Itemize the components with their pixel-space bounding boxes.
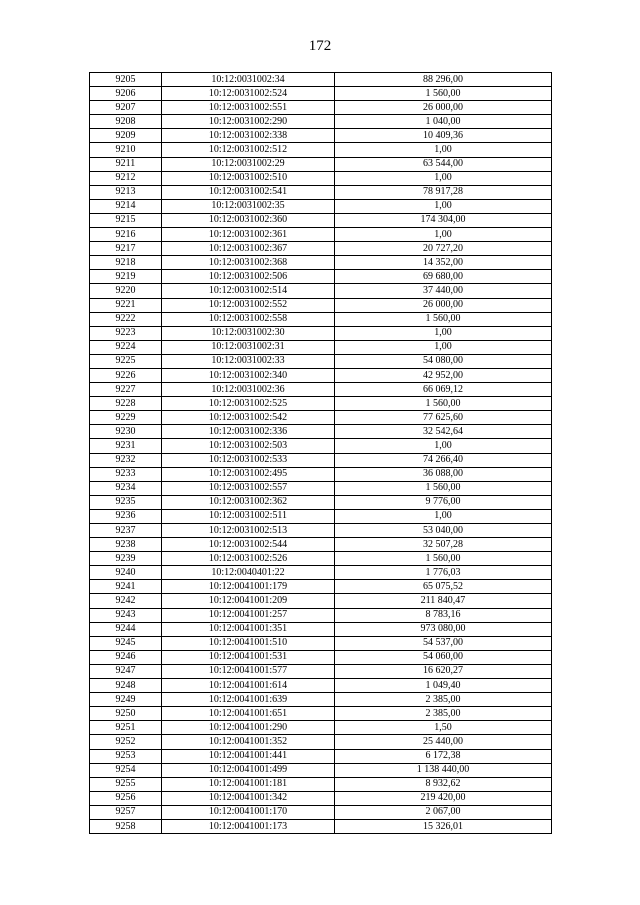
value-cell: 1,00 <box>335 228 552 242</box>
row-number-cell: 9223 <box>90 326 162 340</box>
row-number-cell: 9206 <box>90 87 162 101</box>
cadastral-number-cell: 10:12:0041001:499 <box>162 763 335 777</box>
value-cell: 1,00 <box>335 143 552 157</box>
cadastral-number-cell: 10:12:0031002:503 <box>162 439 335 453</box>
value-cell: 16 620,27 <box>335 664 552 678</box>
cadastral-number-cell: 10:12:0031002:367 <box>162 242 335 256</box>
table-row <box>90 580 552 594</box>
row-number-cell: 9232 <box>90 453 162 467</box>
row-number-cell: 9242 <box>90 594 162 608</box>
table-row <box>90 763 552 777</box>
value-cell: 54 060,00 <box>335 650 552 664</box>
row-number-cell: 9248 <box>90 679 162 693</box>
value-cell: 2 385,00 <box>335 693 552 707</box>
cadastral-number-cell: 10:12:0031002:368 <box>162 256 335 270</box>
row-number-cell: 9235 <box>90 495 162 509</box>
table-row <box>90 284 552 298</box>
table-row <box>90 538 552 552</box>
value-cell: 66 069,12 <box>335 383 552 397</box>
value-cell: 1 049,40 <box>335 679 552 693</box>
row-number-cell: 9209 <box>90 129 162 143</box>
table-row <box>90 721 552 735</box>
value-cell: 6 172,38 <box>335 749 552 763</box>
value-cell: 211 840,47 <box>335 594 552 608</box>
row-number-cell: 9236 <box>90 509 162 523</box>
value-cell: 219 420,00 <box>335 791 552 805</box>
table-row <box>90 735 552 749</box>
value-cell: 37 440,00 <box>335 284 552 298</box>
row-number-cell: 9256 <box>90 791 162 805</box>
table-row <box>90 213 552 227</box>
table-row <box>90 749 552 763</box>
cadastral-number-cell: 10:12:0031002:541 <box>162 185 335 199</box>
row-number-cell: 9255 <box>90 777 162 791</box>
value-cell: 1,00 <box>335 340 552 354</box>
cadastral-number-cell: 10:12:0031002:514 <box>162 284 335 298</box>
table-row <box>90 636 552 650</box>
cadastral-number-cell: 10:12:0031002:513 <box>162 524 335 538</box>
cadastral-number-cell: 10:12:0031002:526 <box>162 552 335 566</box>
cadastral-number-cell: 10:12:0031002:506 <box>162 270 335 284</box>
cadastral-number-cell: 10:12:0041001:510 <box>162 636 335 650</box>
row-number-cell: 9233 <box>90 467 162 481</box>
row-number-cell: 9239 <box>90 552 162 566</box>
cadastral-number-cell: 10:12:0041001:181 <box>162 777 335 791</box>
table-row <box>90 552 552 566</box>
cadastral-number-cell: 10:12:0031002:34 <box>162 73 335 87</box>
value-cell: 14 352,00 <box>335 256 552 270</box>
row-number-cell: 9213 <box>90 185 162 199</box>
value-cell: 1,00 <box>335 326 552 340</box>
value-cell: 54 537,00 <box>335 636 552 650</box>
row-number-cell: 9254 <box>90 763 162 777</box>
row-number-cell: 9238 <box>90 538 162 552</box>
cadastral-number-cell: 10:12:0041001:441 <box>162 749 335 763</box>
row-number-cell: 9252 <box>90 735 162 749</box>
value-cell: 78 917,28 <box>335 185 552 199</box>
table-row <box>90 383 552 397</box>
row-number-cell: 9211 <box>90 157 162 171</box>
value-cell: 1 560,00 <box>335 397 552 411</box>
table-row <box>90 270 552 284</box>
table-row <box>90 679 552 693</box>
row-number-cell: 9214 <box>90 199 162 213</box>
cadastral-number-cell: 10:12:0031002:31 <box>162 340 335 354</box>
row-number-cell: 9205 <box>90 73 162 87</box>
value-cell: 1 560,00 <box>335 87 552 101</box>
table-row <box>90 411 552 425</box>
value-cell: 36 088,00 <box>335 467 552 481</box>
table-row <box>90 664 552 678</box>
cadastral-number-cell: 10:12:0041001:170 <box>162 805 335 819</box>
value-cell: 65 075,52 <box>335 580 552 594</box>
table-row <box>90 171 552 185</box>
row-number-cell: 9246 <box>90 650 162 664</box>
cadastral-number-cell: 10:12:0041001:531 <box>162 650 335 664</box>
row-number-cell: 9229 <box>90 411 162 425</box>
table-row <box>90 509 552 523</box>
cadastral-number-cell: 10:12:0041001:342 <box>162 791 335 805</box>
table-row <box>90 608 552 622</box>
row-number-cell: 9253 <box>90 749 162 763</box>
value-cell: 77 625,60 <box>335 411 552 425</box>
table-row <box>90 439 552 453</box>
cadastral-number-cell: 10:12:0041001:209 <box>162 594 335 608</box>
row-number-cell: 9244 <box>90 622 162 636</box>
value-cell: 20 727,20 <box>335 242 552 256</box>
row-number-cell: 9208 <box>90 115 162 129</box>
cadastral-number-cell: 10:12:0041001:352 <box>162 735 335 749</box>
value-cell: 15 326,01 <box>335 819 552 833</box>
value-cell: 1 138 440,00 <box>335 763 552 777</box>
cadastral-number-cell: 10:12:0031002:551 <box>162 101 335 115</box>
value-cell: 10 409,36 <box>335 129 552 143</box>
value-cell: 1,00 <box>335 509 552 523</box>
cadastral-number-cell: 10:12:0031002:495 <box>162 467 335 481</box>
table-row <box>90 467 552 481</box>
cadastral-number-cell: 10:12:0031002:511 <box>162 509 335 523</box>
table-row <box>90 115 552 129</box>
table-row <box>90 524 552 538</box>
value-cell: 1,50 <box>335 721 552 735</box>
cadastral-number-cell: 10:12:0031002:361 <box>162 228 335 242</box>
cadastral-number-cell: 10:12:0031002:512 <box>162 143 335 157</box>
table-row <box>90 129 552 143</box>
cadastral-number-cell: 10:12:0041001:614 <box>162 679 335 693</box>
cadastral-number-cell: 10:12:0041001:179 <box>162 580 335 594</box>
row-number-cell: 9216 <box>90 228 162 242</box>
value-cell: 69 680,00 <box>335 270 552 284</box>
value-cell: 42 952,00 <box>335 368 552 382</box>
row-number-cell: 9221 <box>90 298 162 312</box>
table-row <box>90 199 552 213</box>
cadastral-number-cell: 10:12:0031002:36 <box>162 383 335 397</box>
table-row <box>90 228 552 242</box>
row-number-cell: 9227 <box>90 383 162 397</box>
value-cell: 1 560,00 <box>335 552 552 566</box>
cadastral-number-cell: 10:12:0031002:362 <box>162 495 335 509</box>
table-row <box>90 368 552 382</box>
cadastral-number-cell: 10:12:0031002:544 <box>162 538 335 552</box>
value-cell: 1,00 <box>335 199 552 213</box>
table-row <box>90 298 552 312</box>
table-row <box>90 693 552 707</box>
table-row <box>90 425 552 439</box>
table-row <box>90 397 552 411</box>
row-number-cell: 9207 <box>90 101 162 115</box>
table-row <box>90 566 552 580</box>
value-cell: 1,00 <box>335 171 552 185</box>
table-row <box>90 340 552 354</box>
table-row <box>90 805 552 819</box>
cadastral-number-cell: 10:12:0031002:524 <box>162 87 335 101</box>
table-row <box>90 594 552 608</box>
table-row <box>90 481 552 495</box>
cadastral-number-cell: 10:12:0031002:542 <box>162 411 335 425</box>
row-number-cell: 9212 <box>90 171 162 185</box>
table-row <box>90 157 552 171</box>
cadastral-number-cell: 10:12:0031002:340 <box>162 368 335 382</box>
value-cell: 74 266,40 <box>335 453 552 467</box>
row-number-cell: 9250 <box>90 707 162 721</box>
cadastral-value-table <box>89 72 552 834</box>
table-row <box>90 707 552 721</box>
table-row <box>90 242 552 256</box>
cadastral-number-cell: 10:12:0041001:577 <box>162 664 335 678</box>
row-number-cell: 9228 <box>90 397 162 411</box>
row-number-cell: 9257 <box>90 805 162 819</box>
cadastral-number-cell: 10:12:0031002:336 <box>162 425 335 439</box>
value-cell: 53 040,00 <box>335 524 552 538</box>
table-row <box>90 256 552 270</box>
cadastral-number-cell: 10:12:0031002:510 <box>162 171 335 185</box>
value-cell: 973 080,00 <box>335 622 552 636</box>
row-number-cell: 9234 <box>90 481 162 495</box>
row-number-cell: 9225 <box>90 354 162 368</box>
value-cell: 174 304,00 <box>335 213 552 227</box>
cadastral-number-cell: 10:12:0031002:557 <box>162 481 335 495</box>
row-number-cell: 9251 <box>90 721 162 735</box>
row-number-cell: 9243 <box>90 608 162 622</box>
cadastral-number-cell: 10:12:0040401:22 <box>162 566 335 580</box>
value-cell: 54 080,00 <box>335 354 552 368</box>
value-cell: 32 542,64 <box>335 425 552 439</box>
cadastral-number-cell: 10:12:0031002:533 <box>162 453 335 467</box>
cadastral-number-cell: 10:12:0041001:651 <box>162 707 335 721</box>
page-number: 172 <box>308 38 332 54</box>
value-cell: 63 544,00 <box>335 157 552 171</box>
value-cell: 1 560,00 <box>335 312 552 326</box>
row-number-cell: 9245 <box>90 636 162 650</box>
cadastral-number-cell: 10:12:0041001:351 <box>162 622 335 636</box>
row-number-cell: 9247 <box>90 664 162 678</box>
value-cell: 2 067,00 <box>335 805 552 819</box>
table-row <box>90 185 552 199</box>
row-number-cell: 9219 <box>90 270 162 284</box>
row-number-cell: 9241 <box>90 580 162 594</box>
value-cell: 26 000,00 <box>335 298 552 312</box>
cadastral-number-cell: 10:12:0041001:639 <box>162 693 335 707</box>
row-number-cell: 9231 <box>90 439 162 453</box>
value-cell: 32 507,28 <box>335 538 552 552</box>
value-cell: 1 560,00 <box>335 481 552 495</box>
value-cell: 1 776,03 <box>335 566 552 580</box>
row-number-cell: 9220 <box>90 284 162 298</box>
table-row <box>90 143 552 157</box>
row-number-cell: 9222 <box>90 312 162 326</box>
cadastral-number-cell: 10:12:0031002:338 <box>162 129 335 143</box>
row-number-cell: 9218 <box>90 256 162 270</box>
table-row <box>90 819 552 833</box>
value-cell: 88 296,00 <box>335 73 552 87</box>
table-body <box>90 73 552 834</box>
cadastral-number-cell: 10:12:0031002:552 <box>162 298 335 312</box>
cadastral-number-cell: 10:12:0031002:33 <box>162 354 335 368</box>
table-row <box>90 791 552 805</box>
table-row <box>90 73 552 87</box>
cadastral-number-cell: 10:12:0031002:558 <box>162 312 335 326</box>
row-number-cell: 9249 <box>90 693 162 707</box>
row-number-cell: 9224 <box>90 340 162 354</box>
value-cell: 1 040,00 <box>335 115 552 129</box>
table-row <box>90 87 552 101</box>
table-row <box>90 101 552 115</box>
table-row <box>90 326 552 340</box>
value-cell: 26 000,00 <box>335 101 552 115</box>
row-number-cell: 9240 <box>90 566 162 580</box>
table-row <box>90 622 552 636</box>
cadastral-number-cell: 10:12:0041001:257 <box>162 608 335 622</box>
table-row <box>90 312 552 326</box>
row-number-cell: 9215 <box>90 213 162 227</box>
row-number-cell: 9230 <box>90 425 162 439</box>
cadastral-number-cell: 10:12:0031002:525 <box>162 397 335 411</box>
cadastral-number-cell: 10:12:0041001:173 <box>162 819 335 833</box>
table-row <box>90 495 552 509</box>
cadastral-number-cell: 10:12:0041001:290 <box>162 721 335 735</box>
row-number-cell: 9258 <box>90 819 162 833</box>
table-row <box>90 650 552 664</box>
row-number-cell: 9217 <box>90 242 162 256</box>
value-cell: 8 783,16 <box>335 608 552 622</box>
table-row <box>90 453 552 467</box>
table-row <box>90 354 552 368</box>
value-cell: 8 932,62 <box>335 777 552 791</box>
value-cell: 25 440,00 <box>335 735 552 749</box>
value-cell: 1,00 <box>335 439 552 453</box>
cadastral-number-cell: 10:12:0031002:35 <box>162 199 335 213</box>
cadastral-number-cell: 10:12:0031002:360 <box>162 213 335 227</box>
cadastral-number-cell: 10:12:0031002:30 <box>162 326 335 340</box>
row-number-cell: 9226 <box>90 368 162 382</box>
value-cell: 2 385,00 <box>335 707 552 721</box>
cadastral-number-cell: 10:12:0031002:29 <box>162 157 335 171</box>
row-number-cell: 9210 <box>90 143 162 157</box>
table-row <box>90 777 552 791</box>
cadastral-number-cell: 10:12:0031002:290 <box>162 115 335 129</box>
row-number-cell: 9237 <box>90 524 162 538</box>
value-cell: 9 776,00 <box>335 495 552 509</box>
